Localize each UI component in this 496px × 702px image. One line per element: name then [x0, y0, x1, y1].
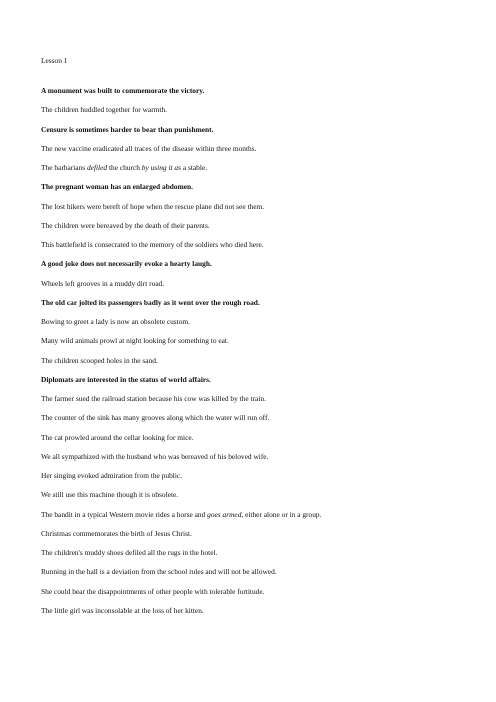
sentence-line: [41, 490, 321, 509]
sentence-text: The children were bereaved by the death of their parents.: [41, 220, 210, 230]
sentence-text: Many wild animals prowl at night looking for something to eat.: [41, 336, 229, 346]
sentence-line: [41, 317, 321, 336]
sentence-line: [41, 529, 321, 548]
sentence-text: Diplomats are interested in the status of world affairs.: [41, 374, 211, 384]
sentence-text: The counter of the sink has many grooves along which the water will run off.: [41, 413, 270, 423]
sentence-text: , either alone or in a group.: [241, 509, 322, 519]
sentence-line: [41, 471, 321, 490]
sentence-text: defiled: [86, 163, 108, 172]
sentence-text: The pregnant woman has an enlarged abdomen.: [41, 182, 194, 192]
sentence-line: [41, 105, 321, 124]
sentence-line: [41, 86, 321, 105]
sentence-line: [41, 202, 321, 221]
sentence-line: [41, 336, 321, 355]
sentence-text: The children scooped holes in the sand.: [41, 355, 158, 365]
sentence-list: [41, 86, 321, 625]
sentence-text: The children huddled together for warmth.: [41, 105, 168, 115]
sentence-text: The new vaccine eradicated all traces of the disease within three months.: [41, 143, 257, 153]
sentence-text: Running in the hall is a deviation from the school rules and will not be allowed.: [41, 567, 277, 577]
sentence-line: [41, 567, 321, 586]
sentence-text: The old car jolted its passengers badly as it went over the rough road.: [41, 297, 260, 307]
sentence-text: The bandit in a typical Western movie rides a horse and: [41, 509, 208, 519]
sentence-text: Her singing evoked admiration from the public.: [41, 471, 183, 480]
lesson-heading: Lesson 1: [41, 56, 68, 65]
sentence-line: [41, 433, 321, 452]
sentence-text: Bowing to greet a lady is now an obsolete custom.: [41, 317, 191, 326]
sentence-text: This battlefield is consecrated to the memory of the soldiers who died here.: [41, 240, 264, 249]
sentence-text: the church: [107, 163, 142, 172]
sentence-text: A good joke does not necessarily evoke a hearty laugh.: [41, 259, 212, 269]
sentence-line: [41, 298, 321, 317]
sentence-line: [41, 259, 321, 278]
sentence-line: [41, 125, 321, 144]
sentence-text: a stable.: [181, 163, 208, 172]
sentence-text: We still use this machine though it is obsolete.: [41, 490, 179, 500]
sentence-line: [41, 240, 321, 259]
sentence-text: goes armed: [207, 509, 242, 519]
sentence-line: [41, 394, 321, 413]
sentence-text: The children's muddy shoes defiled all the rugs in the hotel.: [41, 548, 218, 557]
sentence-line: [41, 163, 321, 182]
sentence-text: by using it as: [141, 163, 181, 172]
sentence-text: The cat prowled around the cellar looking for mice.: [41, 432, 194, 442]
sentence-line: [41, 413, 321, 432]
sentence-line: [41, 356, 321, 375]
sentence-line: [41, 279, 321, 298]
sentence-text: Christmas commemorates the birth of Jesus Christ.: [41, 528, 192, 538]
sentence-text: A monument was built to commemorate the victory.: [41, 86, 205, 95]
sentence-text: Wheels left grooves in a muddy dirt road.: [41, 278, 165, 288]
sentence-text: The farmer sued the railroad station because his cow was killed by the train.: [41, 394, 266, 403]
sentence-line: [41, 606, 321, 625]
sentence-line: [41, 221, 321, 240]
sentence-text: The lost hikers were bereft of hope when the rescue plane did not see them.: [41, 201, 265, 211]
sentence-line: [41, 144, 321, 163]
sentence-text: The little girl was inconsolable at the loss of her kitten.: [41, 605, 204, 615]
sentence-text: The barbarians: [41, 163, 87, 172]
sentence-text: She could bear the disappointments of other people with tolerable fortitude.: [41, 586, 265, 596]
sentence-line: [41, 587, 321, 606]
sentence-line: [41, 548, 321, 567]
sentence-line: [41, 510, 321, 529]
sentence-line: [41, 375, 321, 394]
sentence-text: We all sympathized with the husband who was bereaved of his beloved wife.: [41, 451, 269, 461]
sentence-line: [41, 182, 321, 201]
sentence-text: Censure is sometimes harder to bear than punishment.: [41, 124, 214, 134]
sentence-line: [41, 452, 321, 471]
